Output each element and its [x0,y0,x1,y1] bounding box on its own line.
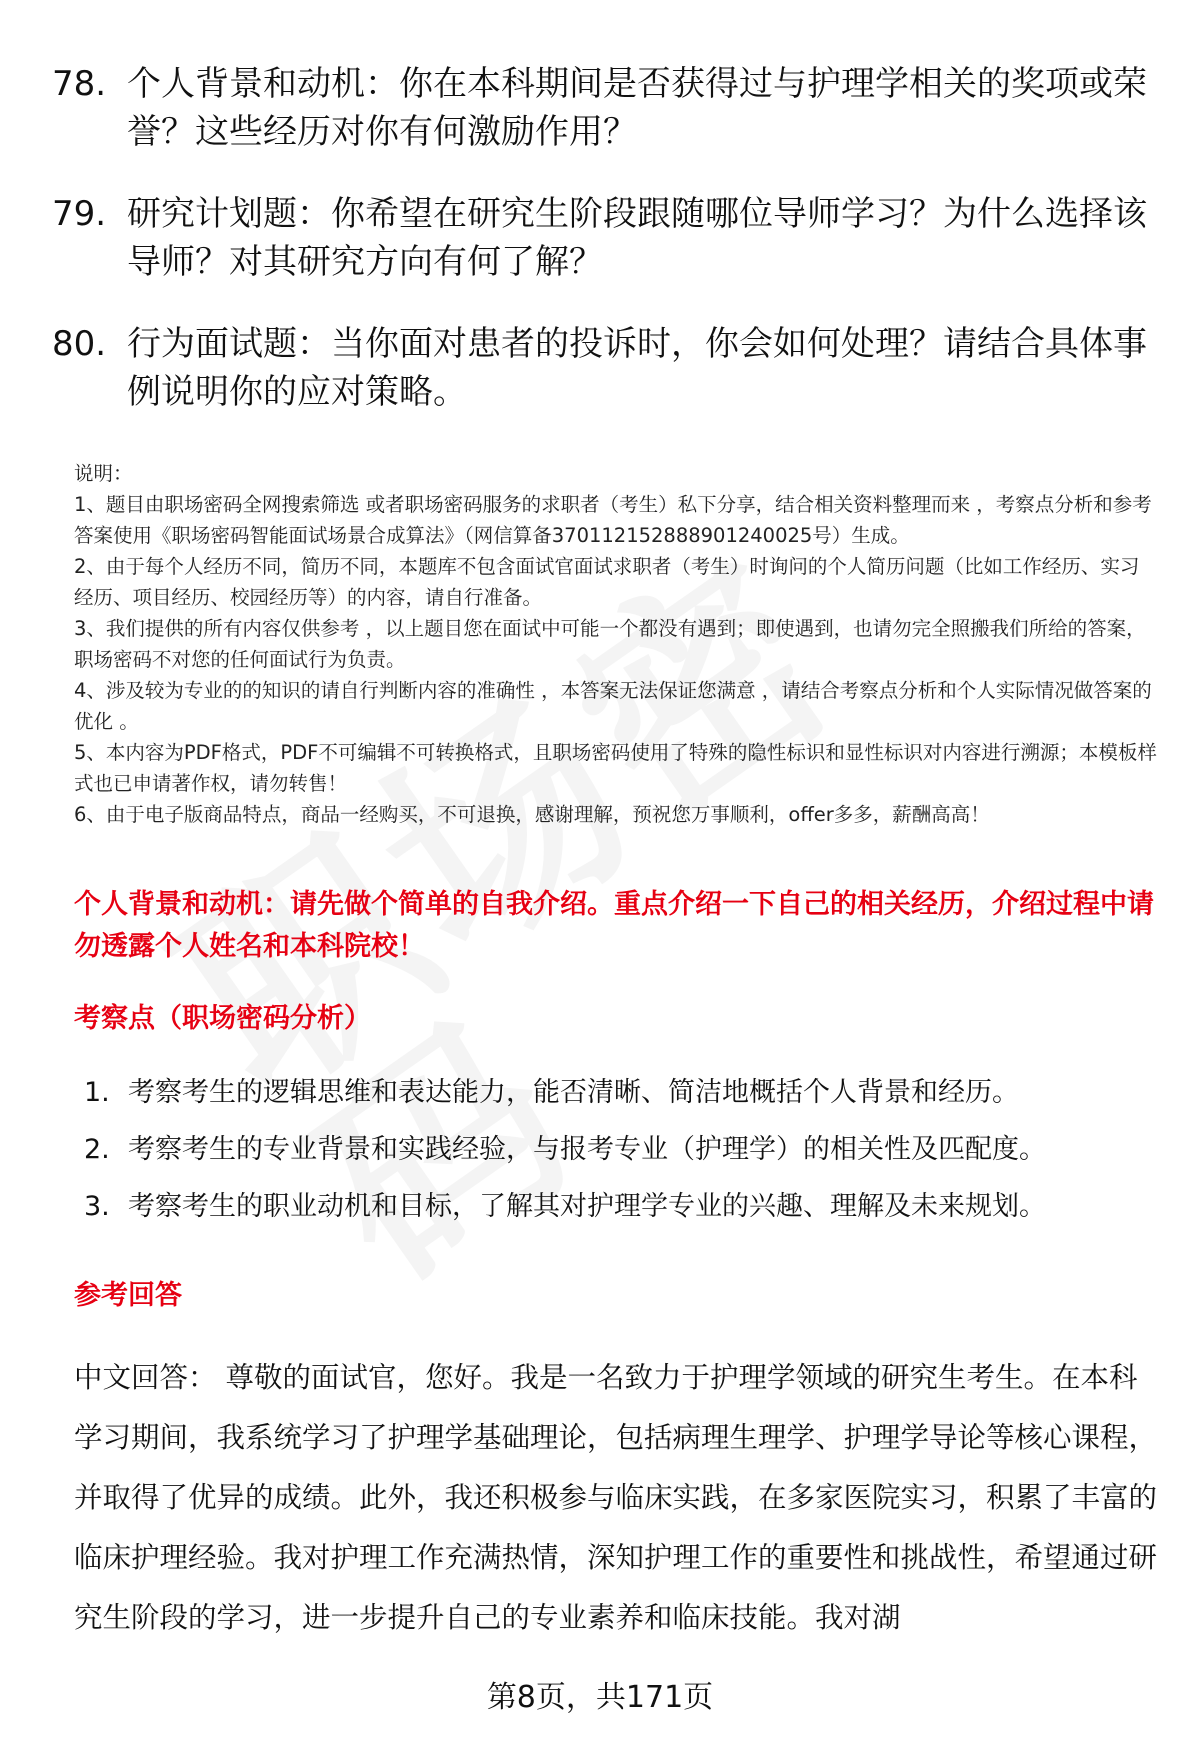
note-item: 5、本内容为PDF格式，PDF不可编辑不可转换格式，且职场密码使用了特殊的隐性标识和显性标识对内容进行溯源；本模板样式也已申请著作权，请勿转售！ [74,741,1157,795]
question-number: 79. [52,194,107,234]
note-item: 3、我们提供的所有内容仅供参考 ，以上题目您在面试中可能一个都没有遇到；即使遇到，也请勿完全照搬我们所给的答案，职场密码不对您的任何面试行为负责。 [74,617,1146,671]
note-item: 2、由于每个人经历不同，简历不同，本题库不包含面试官面试求职者（考生）时询问的个人简历问题（比如工作经历、实习经历、项目经历、校园经历等）的内容，请自行准备。 [74,555,1140,609]
notes-section [74,458,1158,830]
analysis-point [84,1189,1164,1225]
analysis-points [84,1075,1164,1246]
question-text: 个人背景和动机：你在本科期间是否获得过与护理学相关的奖项或荣誉？这些经历对你有何激励作用？ [127,64,1147,152]
question-item [52,190,1152,286]
point-text: 考察考生的职业动机和目标，了解其对护理学专业的兴趣、理解及未来规划。 [128,1191,1046,1222]
point-number: 1. [84,1077,110,1108]
question-list [52,60,1152,450]
note-item: 6、由于电子版商品特点，商品一经购买，不可退换，感谢理解，预祝您万事顺利，offer多多，薪酬高高！ [74,803,990,826]
point-number: 3. [84,1191,110,1222]
analysis-point [84,1132,1164,1168]
note-item: 4、涉及较为专业的的知识的请自行判断内容的准确性 ，本答案无法保证您满意 ，请结合考察点分析和个人实际情况做答案的优化 。 [74,679,1152,733]
point-text: 考察考生的逻辑思维和表达能力，能否清晰、简洁地概括个人背景和经历。 [128,1077,1019,1108]
page-footer: 第8页，共171页 [486,1680,714,1715]
note-item: 1、题目由职场密码全网搜索筛选 或者职场密码服务的求职者（考生）私下分享，结合相关资料整理而来 ，考察点分析和参考答案使用《职场密码智能面试场景合成算法》（网信算备370112152888901240025号）生成。 [74,493,1152,547]
analysis-heading: 考察点（职场密码分析） [74,1003,371,1034]
notes-title: 说明： [74,462,133,485]
main-question-heading: 个人背景和动机：请先做个简单的自我介绍。重点介绍一下自己的相关经历，介绍过程中请勿透露个人姓名和本科院校！ [74,889,1154,962]
question-text: 行为面试题：当你面对患者的投诉时，你会如何处理？请结合具体事例说明你的应对策略。 [127,324,1147,412]
question-text: 研究计划题：你希望在研究生阶段跟随哪位导师学习？为什么选择该导师？对其研究方向有何了解？ [127,194,1147,282]
point-text: 考察考生的专业背景和实践经验，与报考专业（护理学）的相关性及匹配度。 [128,1134,1046,1165]
question-number: 78. [52,64,107,104]
question-item [52,320,1152,416]
point-number: 2. [84,1134,110,1165]
analysis-point [84,1075,1164,1111]
reference-answer: 中文回答： 尊敬的面试官，您好。我是一名致力于护理学领域的研究生考生。在本科学习期间，我系统学习了护理学基础理论，包括病理生理学、护理学导论等核心课程，并取得了优异的成绩。此外，我还积极参与临床实践，在多家医院实习，积累了丰富的临床护理经验。我对护理工作充满热情，深知护理工作的重要性和挑战性，希望通过研究生阶段的学习，进一步提升自己的专业素养和临床技能。我对湖 [74,1361,1158,1634]
reference-heading: 参考回答 [74,1280,182,1311]
question-item [52,60,1152,156]
question-number: 80. [52,324,107,364]
